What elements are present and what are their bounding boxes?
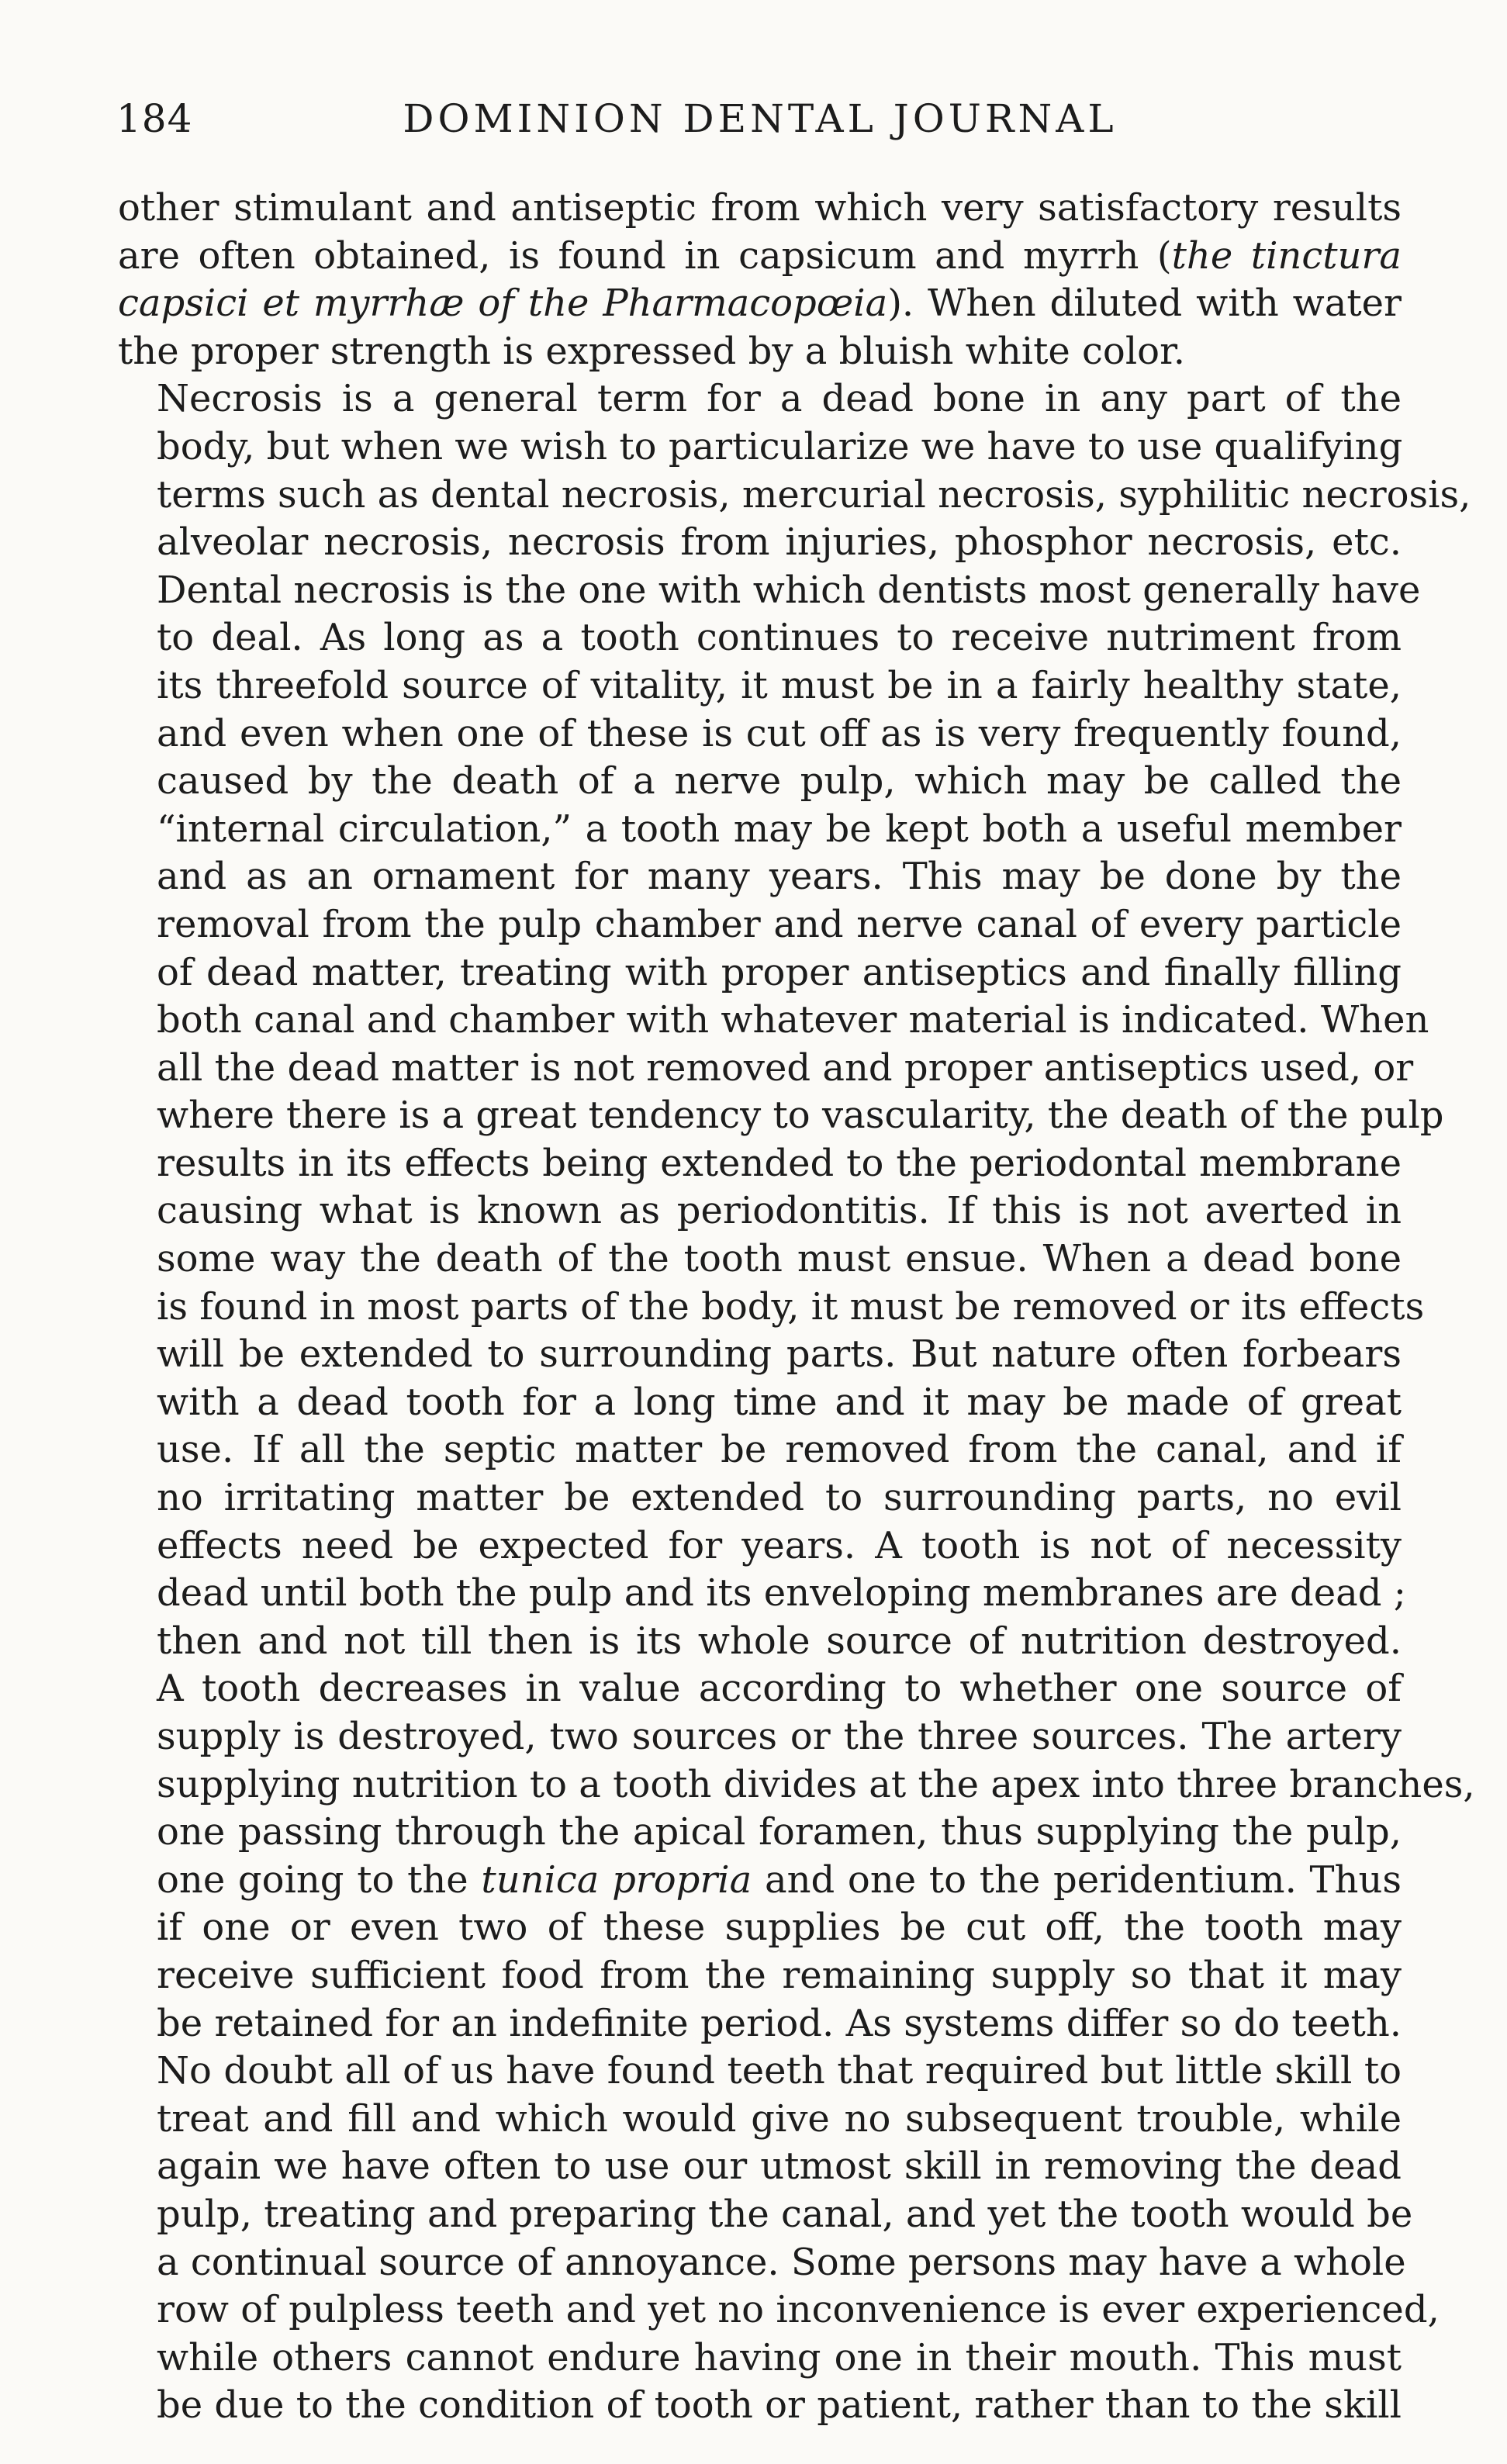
paragraph-2-lines-after [118,1904,1440,2430]
text-line: caused by the death of a nerve pulp, which may be called the [157,759,1402,803]
text-line: other stimulant and antiseptic from which very satisfactory results [118,186,1402,230]
text-line: causing what is known as periodontitis. If this is not averted in [157,1189,1402,1233]
text-line: A tooth decreases in value according to whether one source of [157,1667,1402,1711]
text-line: and as an ornament for many years. This may be done by the [157,855,1402,899]
text-line: effects need be expected for years. A tooth is not of necessity [157,1523,1402,1567]
text-line: and even when one of these is cut off as is very frequently found, [157,711,1402,755]
text-line: of dead matter, treating with proper antiseptics and finally filling [157,950,1402,994]
text-line: results in its effects being extended to the periodontal membrane [157,1141,1402,1185]
text-line: Dental necrosis is the one with which dentists most generally have [157,568,1421,612]
running-head [116,92,1404,146]
body-text [118,185,1475,2430]
journal-title: DOMINION DENTAL JOURNAL [403,96,1118,141]
text-line: one passing through the apical foramen, thus supplying the pulp, [157,1810,1402,1854]
latin-term: the tinctura [1171,233,1402,278]
text-line: are often obtained, is found in capsicum and myrrh (the tinctura [118,233,1402,278]
text-line: pulp, treating and preparing the canal, and yet the tooth would be [157,2192,1413,2236]
text-line: all the dead matter is not removed and proper antiseptics used, or [157,1045,1414,1090]
text-line: supplying nutrition to a tooth divides at the apex into three branches, [157,1762,1475,1806]
text-line: will be extended to surrounding parts. But nature often forbears [157,1332,1402,1377]
text-line: dead until both the pulp and its enveloping membranes are dead ; [157,1571,1406,1616]
page-number: 184 [116,96,193,141]
text-line: “internal circulation,” a tooth may be kept both a useful member [157,807,1402,851]
text-line: use. If all the septic matter be removed from the canal, and if [157,1428,1402,1472]
text-line: the proper strength is expressed by a bluish white color. [118,329,1185,373]
text-line: both canal and chamber with whatever material is indicated. When [157,998,1429,1042]
text-line: while others cannot endure having one in their mouth. This must [157,2335,1402,2379]
text-line: Necrosis is a general term for a dead bone in any part of the [157,377,1402,421]
text-line: to deal. As long as a tooth continues to receive nutriment from [157,616,1402,660]
text-line: if one or even two of these supplies be cut off, the tooth may [157,1906,1402,1950]
text-line: row of pulpless teeth and yet no inconvenience is ever experienced, [157,2288,1440,2332]
text-line: No doubt all of us have found teeth that required but little skill to [157,2049,1402,2093]
text-line: a continual source of annoyance. Some persons may have a whole [157,2240,1406,2284]
text-line: capsici et myrrhæ of the Pharmacopœia). When diluted with water [118,282,1402,326]
text-line: with a dead tooth for a long time and it may be made of great [157,1380,1402,1424]
text-line: is found in most parts of the body, it must be removed or its effects [157,1284,1425,1329]
text-line: where there is a great tendency to vascularity, the death of the pulp [157,1094,1444,1138]
text-line: treat and fill and which would give no subsequent trouble, while [157,2096,1402,2141]
text-line: be retained for an indefinite period. As systems differ so do teeth. [157,2001,1402,2045]
text-line: its threefold source of vitality, it must be in a fairly healthy state, [157,663,1402,707]
latin-term: capsici et myrrhæ of the Pharmacopœia [118,282,888,326]
text-line: again we have often to use our utmost skill in removing the dead [157,2144,1402,2189]
text-line: be due to the condition of tooth or patient, rather than to the skill [157,2383,1402,2428]
text-line: alveolar necrosis, necrosis from injuries, phosphor necrosis, etc. [157,520,1402,565]
text-line: supply is destroyed, two sources or the three sources. The artery [157,1715,1402,1758]
text-line: some way the death of the tooth must ensue. When a dead bone [157,1237,1402,1281]
text-line: terms such as dental necrosis, mercurial necrosis, syphilitic necrosis, [157,472,1471,517]
paragraph-1 [118,185,1402,375]
text-line: body, but when we wish to particularize we have to use qualifying [157,424,1403,468]
paragraph-2-lines [118,375,1475,1856]
text-line: removal from the pulp chamber and nerve canal of every particle [157,902,1402,946]
paragraph-2 [118,375,1475,2430]
text-line: receive sufficient food from the remaining supply so that it may [157,1953,1402,1997]
text-line: no irritating matter be extended to surrounding parts, no evil [157,1476,1402,1520]
text-line: one going to the tunica propria and one to the peridentium. Thus [157,1858,1402,1902]
text-line: then and not till then is its whole source of nutrition destroyed. [157,1619,1402,1663]
latin-term: tunica propria [481,1858,752,1902]
